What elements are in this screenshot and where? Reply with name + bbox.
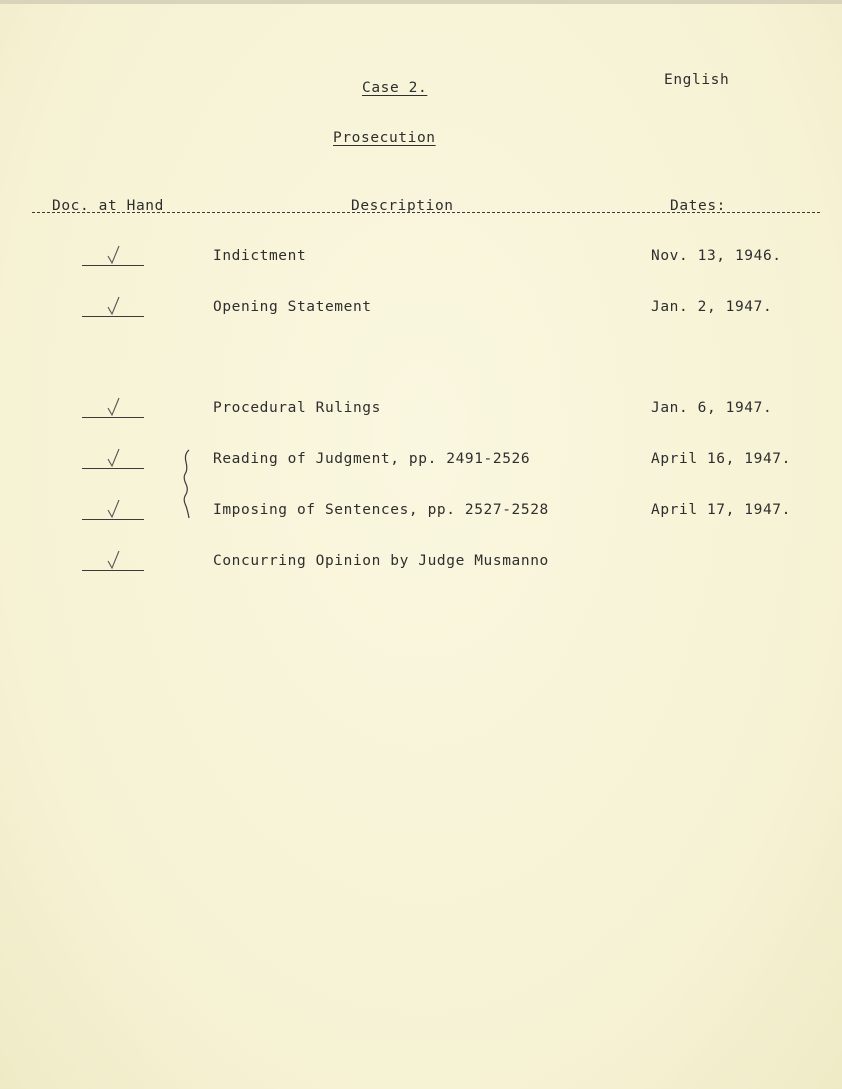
column-header-description: Description	[351, 198, 454, 214]
row-description: Concurring Opinion by Judge Musmanno	[213, 553, 549, 569]
check-mark-icon	[106, 448, 122, 468]
row-description: Imposing of Sentences, pp. 2527-2528	[213, 502, 549, 518]
column-header-dates: Dates:	[670, 198, 726, 214]
row-description: Indictment	[213, 248, 307, 264]
section-title: Prosecution	[333, 130, 436, 146]
row-date: April 16, 1947.	[651, 451, 791, 467]
check-cell	[82, 548, 144, 571]
row-description: Reading of Judgment, pp. 2491-2526	[213, 451, 531, 467]
page-top-edge	[0, 0, 842, 4]
check-mark-icon	[106, 397, 122, 417]
row-description: Procedural Rulings	[213, 400, 381, 416]
header-rule	[32, 212, 820, 213]
row-date: Jan. 6, 1947.	[651, 400, 773, 416]
check-mark-icon	[106, 550, 122, 570]
brace-icon	[180, 448, 194, 520]
row-date: Nov. 13, 1946.	[651, 248, 782, 264]
row-date: April 17, 1947.	[651, 502, 791, 518]
check-cell	[82, 395, 144, 418]
row-description: Opening Statement	[213, 299, 372, 315]
column-header-doc-at-hand: Doc. at Hand	[52, 198, 164, 214]
row-date: Jan. 2, 1947.	[651, 299, 773, 315]
case-title: Case 2.	[362, 80, 428, 96]
language-label: English	[664, 72, 730, 88]
check-cell	[82, 446, 144, 469]
check-mark-icon	[106, 245, 122, 265]
check-cell	[82, 497, 144, 520]
check-cell	[82, 294, 144, 317]
check-mark-icon	[106, 499, 122, 519]
check-cell	[82, 243, 144, 266]
check-mark-icon	[106, 296, 122, 316]
